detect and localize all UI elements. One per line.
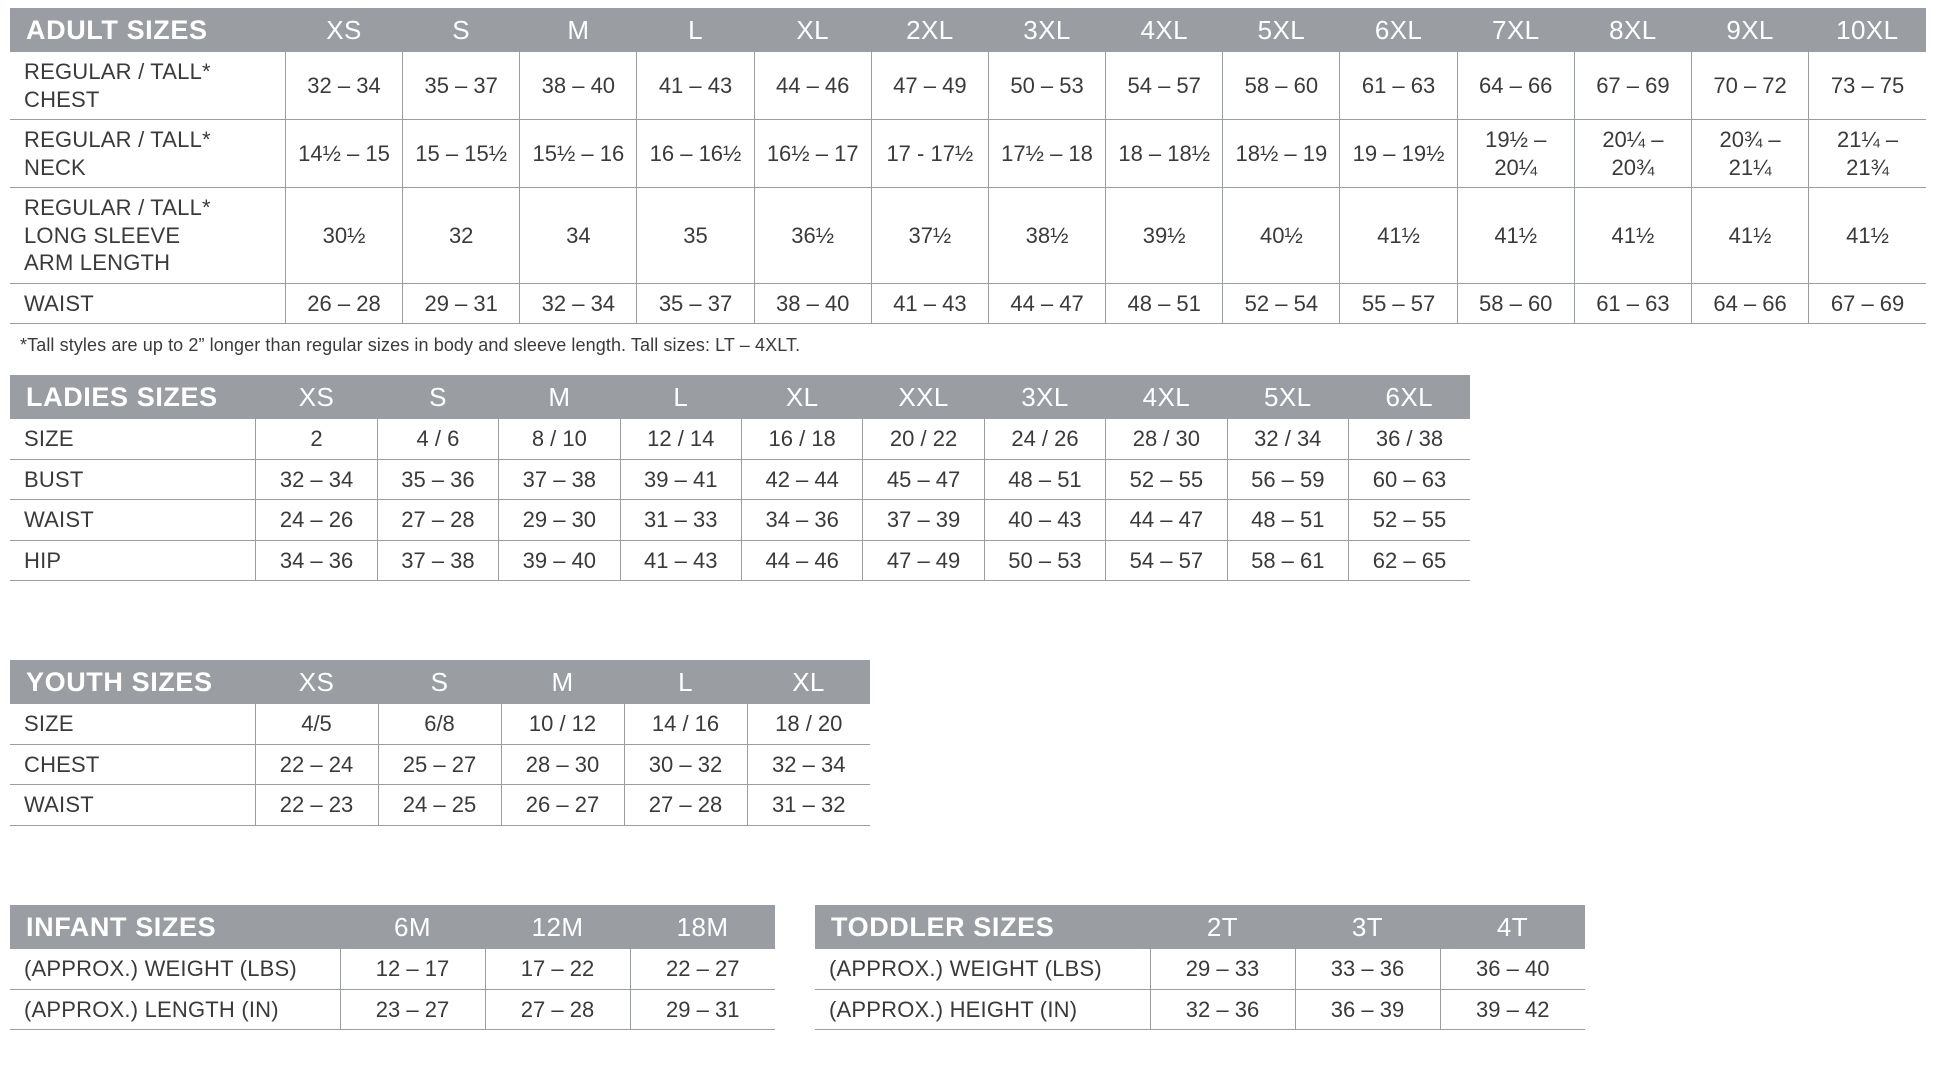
adult-table-title: ADULT SIZES <box>10 8 285 52</box>
toddler-table-title: TODDLER SIZES <box>815 905 1150 949</box>
ladies-cell-3-3: 41 – 43 <box>620 540 741 581</box>
ladies-row-0-label: SIZE <box>10 419 256 459</box>
infant-sizes-block <box>10 905 775 1030</box>
adult-cell-3-5: 41 – 43 <box>871 283 988 324</box>
adult-cell-2-3: 35 <box>637 188 754 284</box>
table-row <box>10 120 1926 188</box>
ladies-cell-1-3: 39 – 41 <box>620 459 741 500</box>
ladies-size-header-9: 6XL <box>1348 375 1470 419</box>
youth-table-title: YOUTH SIZES <box>10 660 255 704</box>
adult-cell-0-4: 44 – 46 <box>754 52 871 120</box>
table-row <box>10 52 1926 120</box>
ladies-cell-0-6: 24 / 26 <box>984 419 1105 459</box>
ladies-header-row <box>10 375 1470 419</box>
ladies-size-header-5: XXL <box>863 375 984 419</box>
ladies-size-header-2: M <box>499 375 620 419</box>
adult-cell-0-5: 47 – 49 <box>871 52 988 120</box>
adult-size-header-2: M <box>520 8 637 52</box>
ladies-table-title: LADIES SIZES <box>10 375 256 419</box>
adult-cell-3-2: 32 – 34 <box>520 283 637 324</box>
ladies-cell-1-1: 35 – 36 <box>377 459 498 500</box>
toddler-size-header-0: 2T <box>1150 905 1295 949</box>
adult-cell-1-9: 19 – 19½ <box>1340 120 1457 188</box>
adult-row-1-label-line-0: REGULAR / TALL* <box>24 127 211 152</box>
ladies-row-1-label: BUST <box>10 459 256 500</box>
adult-row-1-label <box>10 120 285 188</box>
ladies-cell-3-0: 34 – 36 <box>256 540 377 581</box>
youth-size-header-4: XL <box>747 660 870 704</box>
ladies-sizes-table <box>10 375 1470 581</box>
youth-cell-2-0: 22 – 23 <box>255 785 378 826</box>
adult-cell-0-2: 38 – 40 <box>520 52 637 120</box>
infant-cell-1-2: 29 – 31 <box>630 989 775 1030</box>
adult-cell-0-10: 64 – 66 <box>1457 52 1574 120</box>
adult-row-2-label-line-2: ARM LENGTH <box>24 250 171 275</box>
adult-cell-1-13: 21¼ – 21¾ <box>1809 120 1926 188</box>
table-row <box>815 989 1585 1030</box>
table-row <box>10 459 1470 500</box>
youth-header-row <box>10 660 870 704</box>
infant-cell-0-0: 12 – 17 <box>340 949 485 989</box>
adult-cell-0-8: 58 – 60 <box>1223 52 1340 120</box>
adult-row-3-label <box>10 283 285 324</box>
youth-size-header-1: S <box>378 660 501 704</box>
infant-row-1-label: (APPROX.) LENGTH (IN) <box>10 989 340 1030</box>
adult-sizes-block <box>10 8 1926 356</box>
adult-cell-2-10: 41½ <box>1457 188 1574 284</box>
ladies-cell-3-4: 44 – 46 <box>741 540 862 581</box>
youth-size-header-3: L <box>624 660 747 704</box>
adult-cell-1-8: 18½ – 19 <box>1223 120 1340 188</box>
adult-cell-0-9: 61 – 63 <box>1340 52 1457 120</box>
youth-cell-0-2: 10 / 12 <box>501 704 624 744</box>
adult-cell-1-2: 15½ – 16 <box>520 120 637 188</box>
youth-sizes-block <box>10 660 870 826</box>
adult-cell-1-11: 20¼ – 20¾ <box>1574 120 1691 188</box>
adult-cell-2-2: 34 <box>520 188 637 284</box>
ladies-cell-2-8: 48 – 51 <box>1227 500 1348 541</box>
adult-cell-2-5: 37½ <box>871 188 988 284</box>
table-row <box>10 949 775 989</box>
adult-row-0-label-line-0: REGULAR / TALL* <box>24 59 211 84</box>
ladies-cell-1-0: 32 – 34 <box>256 459 377 500</box>
youth-cell-0-4: 18 / 20 <box>747 704 870 744</box>
ladies-table-header <box>10 375 1470 419</box>
toddler-table-header <box>815 905 1585 949</box>
youth-size-header-2: M <box>501 660 624 704</box>
ladies-cell-3-6: 50 – 53 <box>984 540 1105 581</box>
youth-row-2-label: WAIST <box>10 785 255 826</box>
adult-size-header-5: 2XL <box>871 8 988 52</box>
adult-cell-1-10: 19½ – 20¼ <box>1457 120 1574 188</box>
ladies-cell-0-4: 16 / 18 <box>741 419 862 459</box>
ladies-cell-2-1: 27 – 28 <box>377 500 498 541</box>
adult-cell-2-11: 41½ <box>1574 188 1691 284</box>
adult-row-0-label-line-1: CHEST <box>24 86 100 112</box>
youth-table-header <box>10 660 870 704</box>
adult-cell-3-12: 64 – 66 <box>1691 283 1808 324</box>
youth-cell-2-3: 27 – 28 <box>624 785 747 826</box>
adult-row-0-label <box>10 52 285 120</box>
adult-size-header-11: 8XL <box>1574 8 1691 52</box>
infant-table-body <box>10 949 775 1030</box>
ladies-cell-1-9: 60 – 63 <box>1348 459 1470 500</box>
adult-cell-2-9: 41½ <box>1340 188 1457 284</box>
infant-cell-0-2: 22 – 27 <box>630 949 775 989</box>
infant-cell-1-1: 27 – 28 <box>485 989 630 1030</box>
adult-cell-3-11: 61 – 63 <box>1574 283 1691 324</box>
adult-size-header-10: 7XL <box>1457 8 1574 52</box>
adult-size-header-13: 10XL <box>1809 8 1926 52</box>
adult-row-3-label-line-0: WAIST <box>24 290 94 316</box>
table-row <box>10 188 1926 284</box>
ladies-cell-0-3: 12 / 14 <box>620 419 741 459</box>
adult-cell-1-0: 14½ – 15 <box>285 120 402 188</box>
adult-table-header <box>10 8 1926 52</box>
toddler-cell-0-0: 29 – 33 <box>1150 949 1295 989</box>
ladies-cell-1-2: 37 – 38 <box>499 459 620 500</box>
infant-cell-1-0: 23 – 27 <box>340 989 485 1030</box>
adult-size-header-3: L <box>637 8 754 52</box>
ladies-cell-2-7: 44 – 47 <box>1106 500 1227 541</box>
ladies-cell-2-0: 24 – 26 <box>256 500 377 541</box>
adult-cell-3-13: 67 – 69 <box>1809 283 1926 324</box>
infant-row-0-label: (APPROX.) WEIGHT (LBS) <box>10 949 340 989</box>
ladies-table-body <box>10 419 1470 581</box>
ladies-size-header-4: XL <box>741 375 862 419</box>
adult-cell-0-13: 73 – 75 <box>1809 52 1926 120</box>
adult-cell-1-3: 16 – 16½ <box>637 120 754 188</box>
adult-cell-2-0: 30½ <box>285 188 402 284</box>
table-row <box>815 949 1585 989</box>
ladies-size-header-0: XS <box>256 375 377 419</box>
ladies-cell-0-0: 2 <box>256 419 377 459</box>
toddler-row-1-label: (APPROX.) HEIGHT (IN) <box>815 989 1150 1030</box>
adult-cell-1-6: 17½ – 18 <box>988 120 1105 188</box>
ladies-cell-0-5: 20 / 22 <box>863 419 984 459</box>
adult-row-2-label-line-0: REGULAR / TALL* <box>24 195 211 220</box>
youth-row-1-label: CHEST <box>10 744 255 785</box>
infant-sizes-table <box>10 905 775 1030</box>
youth-table-body <box>10 704 870 825</box>
toddler-size-header-2: 4T <box>1440 905 1585 949</box>
table-row <box>10 500 1470 541</box>
ladies-sizes-block <box>10 375 1470 581</box>
adult-cell-0-6: 50 – 53 <box>988 52 1105 120</box>
adult-cell-3-7: 48 – 51 <box>1106 283 1223 324</box>
adult-cell-3-0: 26 – 28 <box>285 283 402 324</box>
ladies-row-3-label: HIP <box>10 540 256 581</box>
ladies-cell-1-5: 45 – 47 <box>863 459 984 500</box>
adult-header-row <box>10 8 1926 52</box>
youth-cell-2-1: 24 – 25 <box>378 785 501 826</box>
adult-cell-3-8: 52 – 54 <box>1223 283 1340 324</box>
youth-cell-2-2: 26 – 27 <box>501 785 624 826</box>
adult-row-1-label-line-1: NECK <box>24 154 86 180</box>
youth-cell-1-0: 22 – 24 <box>255 744 378 785</box>
youth-cell-1-1: 25 – 27 <box>378 744 501 785</box>
toddler-cell-0-1: 33 – 36 <box>1295 949 1440 989</box>
ladies-cell-1-4: 42 – 44 <box>741 459 862 500</box>
youth-row-0-label: SIZE <box>10 704 255 744</box>
toddler-sizes-table <box>815 905 1585 1030</box>
adult-cell-0-12: 70 – 72 <box>1691 52 1808 120</box>
ladies-cell-1-7: 52 – 55 <box>1106 459 1227 500</box>
infant-cell-0-1: 17 – 22 <box>485 949 630 989</box>
adult-size-header-1: S <box>403 8 520 52</box>
youth-cell-0-0: 4/5 <box>255 704 378 744</box>
toddler-row-0-label: (APPROX.) WEIGHT (LBS) <box>815 949 1150 989</box>
toddler-header-row <box>815 905 1585 949</box>
youth-cell-1-4: 32 – 34 <box>747 744 870 785</box>
table-row <box>10 704 870 744</box>
adult-size-header-7: 4XL <box>1106 8 1223 52</box>
ladies-cell-2-5: 37 – 39 <box>863 500 984 541</box>
adult-cell-0-11: 67 – 69 <box>1574 52 1691 120</box>
adult-size-header-8: 5XL <box>1223 8 1340 52</box>
adult-row-2-label <box>10 188 285 284</box>
adult-cell-1-4: 16½ – 17 <box>754 120 871 188</box>
infant-table-header <box>10 905 775 949</box>
adult-cell-2-7: 39½ <box>1106 188 1223 284</box>
ladies-cell-3-5: 47 – 49 <box>863 540 984 581</box>
adult-table-body <box>10 52 1926 324</box>
ladies-size-header-7: 4XL <box>1106 375 1227 419</box>
table-row <box>10 419 1470 459</box>
ladies-size-header-1: S <box>377 375 498 419</box>
ladies-cell-2-3: 31 – 33 <box>620 500 741 541</box>
ladies-row-2-label: WAIST <box>10 500 256 541</box>
adult-cell-3-4: 38 – 40 <box>754 283 871 324</box>
adult-cell-3-3: 35 – 37 <box>637 283 754 324</box>
youth-size-header-0: XS <box>255 660 378 704</box>
youth-cell-2-4: 31 – 32 <box>747 785 870 826</box>
table-row <box>10 283 1926 324</box>
ladies-cell-3-9: 62 – 65 <box>1348 540 1470 581</box>
toddler-size-header-1: 3T <box>1295 905 1440 949</box>
ladies-cell-2-9: 52 – 55 <box>1348 500 1470 541</box>
adult-cell-3-6: 44 – 47 <box>988 283 1105 324</box>
youth-cell-1-3: 30 – 32 <box>624 744 747 785</box>
adult-cell-0-3: 41 – 43 <box>637 52 754 120</box>
ladies-cell-0-1: 4 / 6 <box>377 419 498 459</box>
table-row <box>10 785 870 826</box>
ladies-cell-0-7: 28 / 30 <box>1106 419 1227 459</box>
toddler-cell-0-2: 36 – 40 <box>1440 949 1585 989</box>
adult-footnote: *Tall styles are up to 2” longer than regular sizes in body and sleeve length. Tall sizes: LT – 4XLT. <box>20 335 801 355</box>
toddler-cell-1-2: 39 – 42 <box>1440 989 1585 1030</box>
adult-cell-2-1: 32 <box>403 188 520 284</box>
ladies-size-header-3: L <box>620 375 741 419</box>
adult-cell-1-1: 15 – 15½ <box>403 120 520 188</box>
adult-row-2-label-line-1: LONG SLEEVE <box>24 222 181 248</box>
adult-sizes-table <box>10 8 1926 324</box>
toddler-sizes-block <box>815 905 1585 1030</box>
adult-cell-0-1: 35 – 37 <box>403 52 520 120</box>
toddler-cell-1-0: 32 – 36 <box>1150 989 1295 1030</box>
infant-size-header-2: 18M <box>630 905 775 949</box>
youth-cell-1-2: 28 – 30 <box>501 744 624 785</box>
ladies-cell-2-4: 34 – 36 <box>741 500 862 541</box>
infant-size-header-0: 6M <box>340 905 485 949</box>
adult-size-header-9: 6XL <box>1340 8 1457 52</box>
toddler-cell-1-1: 36 – 39 <box>1295 989 1440 1030</box>
youth-sizes-table <box>10 660 870 826</box>
ladies-cell-1-8: 56 – 59 <box>1227 459 1348 500</box>
adult-cell-3-9: 55 – 57 <box>1340 283 1457 324</box>
youth-cell-0-3: 14 / 16 <box>624 704 747 744</box>
adult-cell-2-6: 38½ <box>988 188 1105 284</box>
ladies-cell-3-8: 58 – 61 <box>1227 540 1348 581</box>
ladies-cell-0-2: 8 / 10 <box>499 419 620 459</box>
adult-cell-0-0: 32 – 34 <box>285 52 402 120</box>
ladies-cell-3-1: 37 – 38 <box>377 540 498 581</box>
toddler-table-body <box>815 949 1585 1030</box>
ladies-size-header-6: 3XL <box>984 375 1105 419</box>
infant-size-header-1: 12M <box>485 905 630 949</box>
adult-cell-2-4: 36½ <box>754 188 871 284</box>
adult-cell-2-13: 41½ <box>1809 188 1926 284</box>
adult-cell-3-1: 29 – 31 <box>403 283 520 324</box>
adult-size-header-0: XS <box>285 8 402 52</box>
table-row <box>10 989 775 1030</box>
table-row <box>10 540 1470 581</box>
infant-table-title: INFANT SIZES <box>10 905 340 949</box>
adult-cell-0-7: 54 – 57 <box>1106 52 1223 120</box>
adult-cell-1-12: 20¾ – 21¼ <box>1691 120 1808 188</box>
adult-size-header-12: 9XL <box>1691 8 1808 52</box>
youth-cell-0-1: 6/8 <box>378 704 501 744</box>
ladies-cell-0-9: 36 / 38 <box>1348 419 1470 459</box>
adult-cell-2-8: 40½ <box>1223 188 1340 284</box>
ladies-cell-2-6: 40 – 43 <box>984 500 1105 541</box>
adult-size-header-4: XL <box>754 8 871 52</box>
ladies-cell-2-2: 29 – 30 <box>499 500 620 541</box>
ladies-size-header-8: 5XL <box>1227 375 1348 419</box>
ladies-cell-1-6: 48 – 51 <box>984 459 1105 500</box>
adult-cell-2-12: 41½ <box>1691 188 1808 284</box>
adult-cell-1-5: 17 - 17½ <box>871 120 988 188</box>
table-row <box>10 744 870 785</box>
ladies-cell-3-2: 39 – 40 <box>499 540 620 581</box>
adult-size-header-6: 3XL <box>988 8 1105 52</box>
ladies-cell-3-7: 54 – 57 <box>1106 540 1227 581</box>
adult-cell-1-7: 18 – 18½ <box>1106 120 1223 188</box>
infant-header-row <box>10 905 775 949</box>
ladies-cell-0-8: 32 / 34 <box>1227 419 1348 459</box>
adult-cell-3-10: 58 – 60 <box>1457 283 1574 324</box>
